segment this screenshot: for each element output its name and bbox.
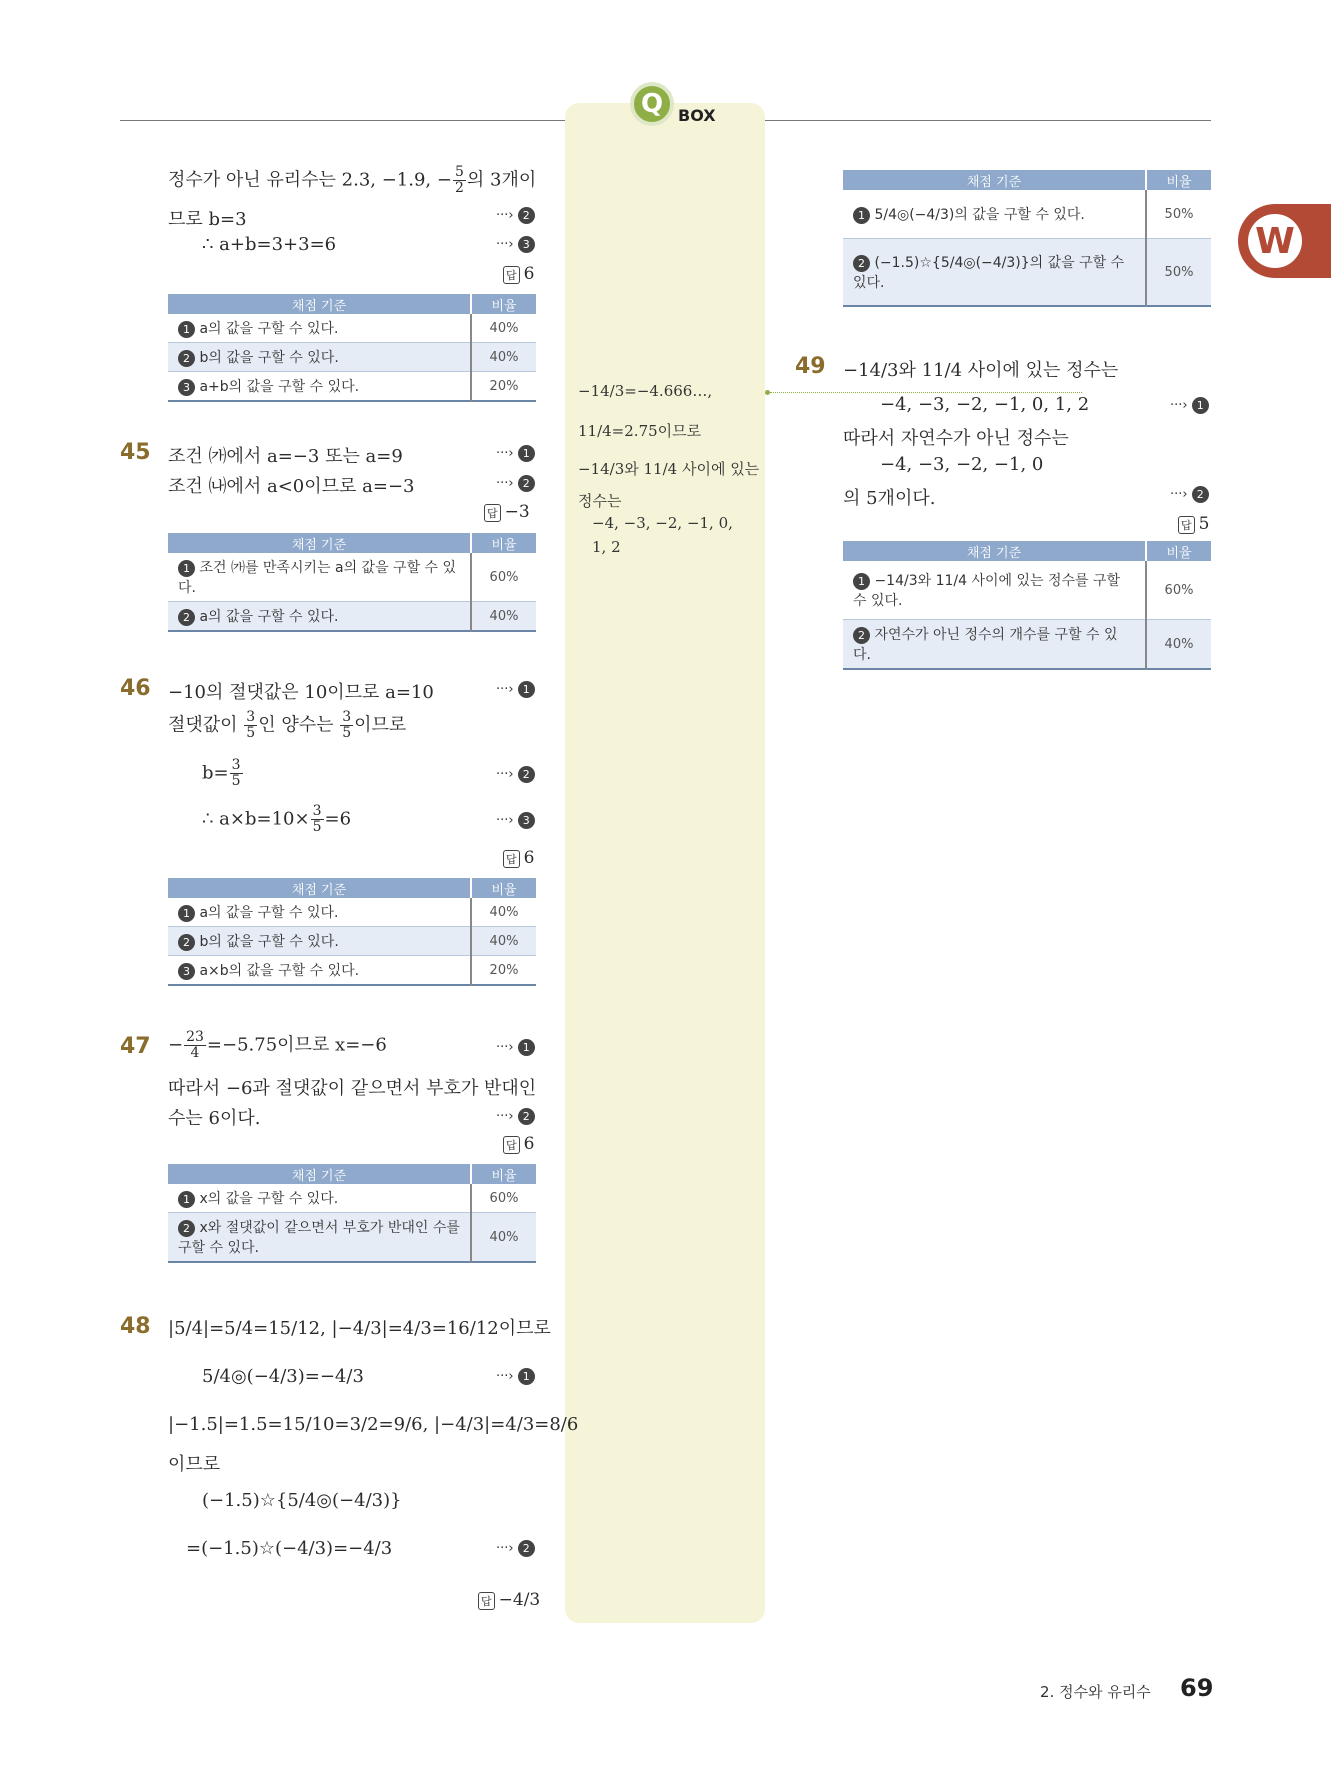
p48-line6: =(−1.5)☆(−4/3)=−4/3 <box>186 1538 393 1559</box>
p44-line1: 정수가 아닌 유리수는 2.3, −1.9, − $\frac{5}{2}$ 의 3개이 <box>168 164 537 196</box>
page-number: 69 <box>1180 1674 1214 1702</box>
p45-marker-2: ···› 2 <box>496 475 535 492</box>
p49-line2: −4, −3, −2, −1, 0, 1, 2 <box>880 394 1090 415</box>
p49-criteria-table: 채점 기준 비율 1 −14/3와 11/4 사이에 있는 정수를 구할 수 있다. 60% 2 자연수가 아닌 정수의 개수를 구할 수 있다. 40% <box>843 541 1211 670</box>
p48-marker-2: ···› 2 <box>496 1540 535 1557</box>
p48-line2: 5/4◎(−4/3)=−4/3 <box>202 1366 364 1387</box>
qbox-line3: −14/3와 11/4 사이에 있는 <box>578 460 760 478</box>
p48-line5: (−1.5)☆{5/4◎(−4/3)} <box>202 1490 402 1511</box>
qbox-line5: −4, −3, −2, −1, 0, <box>592 514 733 532</box>
p45-answer: 답 −3 <box>484 502 530 522</box>
p47-answer: 답 6 <box>503 1134 534 1154</box>
p48-line4: 이므로 <box>168 1454 221 1475</box>
p49-line3: 따라서 자연수가 아닌 정수는 <box>843 428 1069 449</box>
p49-number: 49 <box>795 354 826 379</box>
connector-line <box>770 392 1082 393</box>
p47-line1: − $\frac{23}{4}$ =−5.75이므로 x=−6 <box>168 1029 387 1061</box>
p48-marker-1: ···› 1 <box>496 1368 535 1385</box>
p48-answer: 답 −4/3 <box>478 1590 540 1610</box>
p44-criteria-table: 채점 기준 비율 1 a의 값을 구할 수 있다. 40% 2 b의 값을 구할 수 있다. 40% 3 a+b의 값을 구할 수 있다. 20% <box>168 294 536 402</box>
p48-line1: |5/4|=5/4=15/12, |−4/3|=4/3=16/12이므로 <box>168 1318 551 1339</box>
p46-line3: b= $\frac{3}{5}$ <box>202 757 241 789</box>
qbox-line2: 11/4=2.75이므로 <box>578 422 702 440</box>
p45-marker-1: ···› 1 <box>496 445 535 462</box>
p49-line4: −4, −3, −2, −1, 0 <box>880 454 1044 475</box>
p49-line5: 의 5개이다. <box>843 488 936 509</box>
p47-number: 47 <box>120 1034 151 1059</box>
p47-marker-2: ···› 2 <box>496 1108 535 1125</box>
p46-number: 46 <box>120 676 151 701</box>
p44-answer: 답 6 <box>503 264 534 284</box>
p46-criteria-table: 채점 기준 비율 1 a의 값을 구할 수 있다. 40% 2 b의 값을 구할 수 있다. 40% 3 a×b의 값을 구할 수 있다. 20% <box>168 878 536 986</box>
p44-line3: ∴ a+b=3+3=6 <box>202 234 337 255</box>
p46-marker-2: ···› 2 <box>496 766 535 783</box>
p46-marker-3: ···› 3 <box>496 812 535 829</box>
chapter-title: 2. 정수와 유리수 <box>1040 1683 1151 1701</box>
p47-criteria-table: 채점 기준 비율 1 x의 값을 구할 수 있다. 60% 2 x와 절댓값이 같으면서 부호가 반대인 수를 구할 수 있다. 40% <box>168 1164 536 1263</box>
p46-answer: 답 6 <box>503 848 534 868</box>
box-label: BOX <box>678 106 716 125</box>
qbox-line6: 1, 2 <box>592 538 621 556</box>
p47-line2: 따라서 −6과 절댓값이 같으면서 부호가 반대인 <box>168 1078 537 1099</box>
p45-line2: 조건 ㈏에서 a<0이므로 a=−3 <box>168 476 415 497</box>
p46-line1: −10의 절댓값은 10이므로 a=10 <box>168 682 434 703</box>
p46-line2: 절댓값이 $\frac{3}{5}$ 인 양수는 $\frac{3}{5}$ 이므로 <box>168 709 407 741</box>
p45-criteria-table: 채점 기준 비율 1 조건 ㈎를 만족시키는 a의 값을 구할 수 있다. 60% 2 a의 값을 구할 수 있다. 40% <box>168 533 536 632</box>
qbox-line4: 정수는 <box>578 492 622 510</box>
p49-answer: 답 5 <box>1178 514 1209 534</box>
p49-line1: −14/3와 11/4 사이에 있는 정수는 <box>843 360 1119 381</box>
p47-line3: 수는 6이다. <box>168 1108 261 1129</box>
p44-marker-2: ···› 2 <box>496 207 535 224</box>
p46-marker-1: ···› 1 <box>496 681 535 698</box>
p48-number: 48 <box>120 1314 151 1339</box>
p44-marker-3: ···› 3 <box>496 236 535 253</box>
w-badge: W <box>1248 214 1302 268</box>
p49-marker-1: ···› 1 <box>1170 397 1209 414</box>
p49-marker-2: ···› 2 <box>1170 486 1209 503</box>
q-box-panel <box>565 103 765 1623</box>
header-rule-right <box>765 120 1211 121</box>
p47-marker-1: ···› 1 <box>496 1039 535 1056</box>
p45-number: 45 <box>120 440 151 465</box>
p45-line1: 조건 ㈎에서 a=−3 또는 a=9 <box>168 446 403 467</box>
qbox-line1: −14/3=−4.666…, <box>578 382 713 400</box>
p46-line4: ∴ a×b=10× $\frac{3}{5}$ =6 <box>202 803 352 835</box>
q-badge: Q <box>630 82 674 126</box>
p48-line3: |−1.5|=1.5=15/10=3/2=9/6, |−4/3|=4/3=8/6 <box>168 1414 579 1435</box>
p48-criteria-table: 채점 기준 비율 1 5/4◎(−4/3)의 값을 구할 수 있다. 50% 2 (−1.5)☆{5/4◎(−4/3)}의 값을 구할 수 있다. 50% <box>843 170 1211 307</box>
p44-line2: 므로 b=3 <box>168 209 247 230</box>
header-rule-left <box>120 120 565 121</box>
